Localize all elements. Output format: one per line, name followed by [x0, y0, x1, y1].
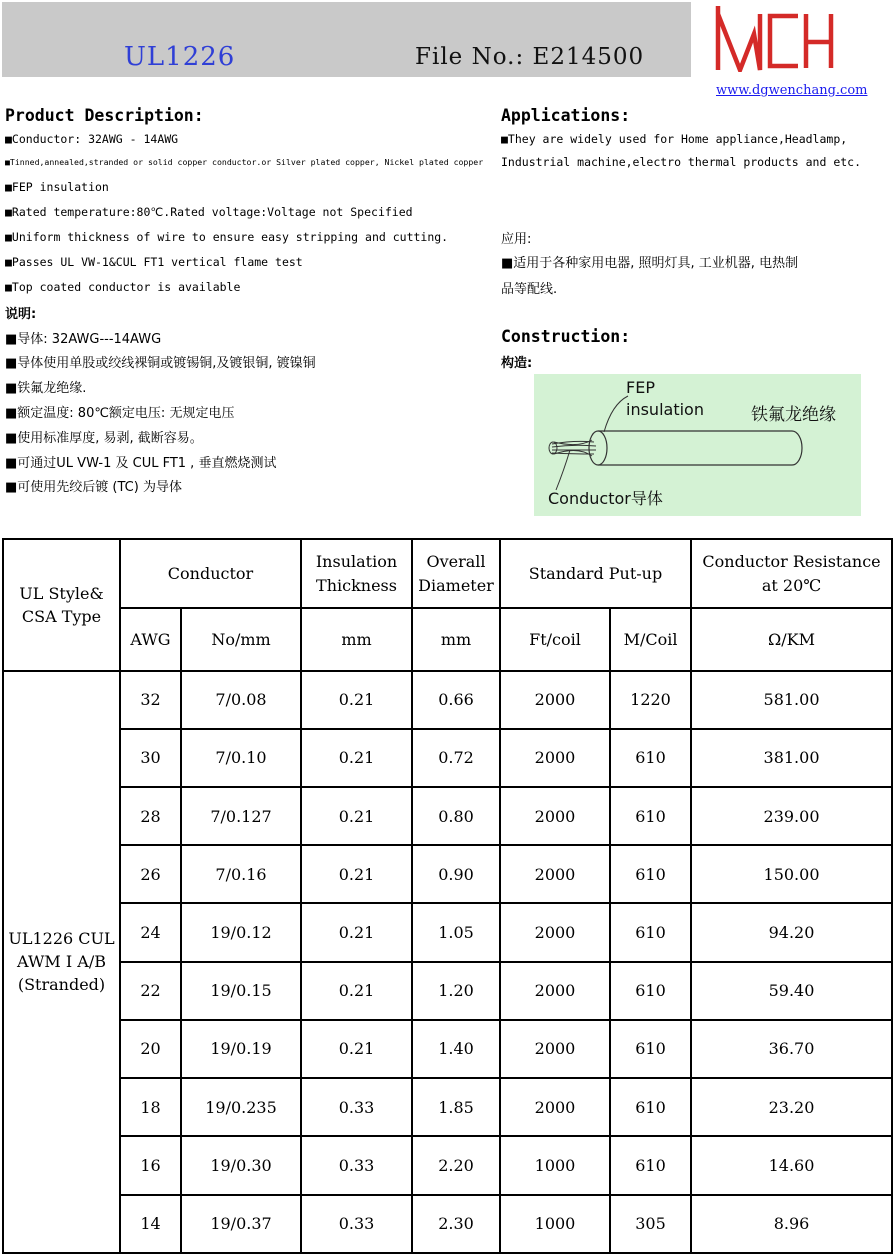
- header-insulation-thickness: Insulation Thickness: [301, 539, 412, 608]
- file-number: File No.: E214500: [415, 44, 645, 70]
- applications-title: Applications:: [501, 106, 631, 125]
- unit-no-mm: No/mm: [181, 608, 301, 670]
- table-row: [3, 787, 892, 845]
- desc-cn-line: ■可通过UL VW-1 及 CUL FT1 , 垂直燃烧测试: [5, 456, 277, 471]
- cell-insulation: 0.33: [301, 1136, 412, 1194]
- construction-diagram: [534, 374, 861, 516]
- header-conductor-resistance: Conductor Resistance at 20℃: [691, 539, 892, 608]
- desc-line-conductor: ■Conductor: 32AWG - 14AWG: [5, 132, 179, 146]
- table-row: [3, 962, 892, 1020]
- table-row: [3, 1078, 892, 1136]
- cell-insulation: 0.21: [301, 1020, 412, 1078]
- desc-cn-line: ■可使用先绞后镀 (TC) 为导体: [5, 480, 182, 495]
- cell-awg: 22: [120, 962, 181, 1020]
- cell-awg: 16: [120, 1136, 181, 1194]
- table-row: [3, 1136, 892, 1194]
- applications-cn-line: ■适用于各种家用电器, 照明灯具, 工业机器, 电热制: [501, 256, 799, 271]
- desc-line-fep: ■FEP insulation: [5, 180, 109, 194]
- applications-cn-title: 应用:: [501, 232, 532, 247]
- conductor-label: Conductor导体: [548, 489, 663, 508]
- cell-no-mm: 19/0.30: [181, 1136, 301, 1194]
- cell-awg: 30: [120, 729, 181, 787]
- cell-awg: 20: [120, 1020, 181, 1078]
- table-row: [3, 1195, 892, 1253]
- table-row: [3, 729, 892, 787]
- cell-ft-coil: 2000: [500, 787, 610, 845]
- cell-m-coil: 610: [610, 1078, 691, 1136]
- cell-m-coil: 610: [610, 962, 691, 1020]
- cell-m-coil: 1220: [610, 671, 691, 729]
- cell-insulation: 0.33: [301, 1078, 412, 1136]
- cell-awg: 24: [120, 903, 181, 961]
- cell-ft-coil: 2000: [500, 845, 610, 903]
- cell-overall: 0.90: [412, 845, 500, 903]
- insulation-cn-label: 铁氟龙绝缘: [751, 405, 836, 425]
- cell-resistance: 94.20: [691, 903, 892, 961]
- fep-label: FEP: [626, 378, 655, 397]
- header-standard-putup: Standard Put-up: [500, 539, 691, 608]
- unit-ft-coil: Ft/coil: [500, 608, 610, 670]
- cell-m-coil: 610: [610, 787, 691, 845]
- cell-ft-coil: 1000: [500, 1195, 610, 1253]
- desc-line-uniform: ■Uniform thickness of wire to ensure easy stripping and cutting.: [5, 230, 449, 244]
- cell-ft-coil: 2000: [500, 729, 610, 787]
- cell-no-mm: 7/0.16: [181, 845, 301, 903]
- insulation-label: insulation: [626, 400, 704, 419]
- cell-awg: 28: [120, 787, 181, 845]
- cell-no-mm: 19/0.235: [181, 1078, 301, 1136]
- desc-line-topcoat: ■Top coated conductor is available: [5, 280, 241, 294]
- cell-overall: 0.72: [412, 729, 500, 787]
- applications-cn-line: 品等配线.: [501, 282, 558, 297]
- table-row: [3, 903, 892, 961]
- unit-m-coil: M/Coil: [610, 608, 691, 670]
- table-row: [3, 845, 892, 903]
- cell-insulation: 0.21: [301, 671, 412, 729]
- unit-insulation-mm: mm: [301, 608, 412, 670]
- cell-awg: 32: [120, 671, 181, 729]
- desc-line-copper: ■Tinned,annealed,stranded or solid copper conductor.or Silver plated copper, Nickel plated copper: [5, 157, 484, 167]
- header-overall-diameter: Overall Diameter: [412, 539, 500, 608]
- cell-resistance: 23.20: [691, 1078, 892, 1136]
- cell-ft-coil: 2000: [500, 1020, 610, 1078]
- desc-cn-line: ■使用标准厚度, 易剥, 截断容易。: [5, 431, 203, 446]
- cell-resistance: 150.00: [691, 845, 892, 903]
- description-cn-title: 说明:: [5, 307, 37, 322]
- wch-logo: [714, 4, 836, 72]
- cell-ft-coil: 1000: [500, 1136, 610, 1194]
- desc-cn-line: ■导体使用单股或绞线裸铜或镀锡铜,及镀银铜, 镀镍铜: [5, 356, 316, 371]
- cell-ft-coil: 2000: [500, 962, 610, 1020]
- cell-m-coil: 610: [610, 1136, 691, 1194]
- cell-m-coil: 610: [610, 1020, 691, 1078]
- cell-resistance: 581.00: [691, 671, 892, 729]
- cell-awg: 18: [120, 1078, 181, 1136]
- model-title: UL1226: [124, 42, 236, 72]
- unit-overall-mm: mm: [412, 608, 500, 670]
- cell-resistance: 14.60: [691, 1136, 892, 1194]
- cell-ft-coil: 2000: [500, 903, 610, 961]
- desc-cn-line: ■铁氟龙绝缘.: [5, 381, 87, 396]
- cell-overall: 2.20: [412, 1136, 500, 1194]
- cell-no-mm: 7/0.127: [181, 787, 301, 845]
- cell-overall: 1.05: [412, 903, 500, 961]
- cell-overall: 1.40: [412, 1020, 500, 1078]
- cell-no-mm: 7/0.10: [181, 729, 301, 787]
- cell-overall: 1.85: [412, 1078, 500, 1136]
- cell-insulation: 0.21: [301, 962, 412, 1020]
- cell-awg: 14: [120, 1195, 181, 1253]
- cell-resistance: 59.40: [691, 962, 892, 1020]
- cell-m-coil: 610: [610, 903, 691, 961]
- cell-insulation: 0.21: [301, 787, 412, 845]
- cell-resistance: 36.70: [691, 1020, 892, 1078]
- applications-line: ■They are widely used for Home appliance,Headlamp,: [501, 132, 848, 146]
- cell-insulation: 0.21: [301, 845, 412, 903]
- cell-resistance: 381.00: [691, 729, 892, 787]
- header-ul-style: UL Style& CSA Type: [3, 539, 120, 671]
- cell-no-mm: 19/0.15: [181, 962, 301, 1020]
- cell-no-mm: 7/0.08: [181, 671, 301, 729]
- unit-ohm-km: Ω/KM: [691, 608, 892, 670]
- spec-table: [2, 538, 893, 1254]
- desc-line-flame: ■Passes UL VW-1&CUL FT1 vertical flame test: [5, 255, 303, 269]
- cell-insulation: 0.33: [301, 1195, 412, 1253]
- cell-m-coil: 305: [610, 1195, 691, 1253]
- desc-line-rating: ■Rated temperature:80℃.Rated voltage:Voltage not Specified: [5, 205, 413, 219]
- table-row: [3, 1020, 892, 1078]
- cell-m-coil: 610: [610, 729, 691, 787]
- construction-title: Construction:: [501, 327, 631, 346]
- applications-line: Industrial machine,electro thermal products and etc.: [501, 155, 862, 169]
- cell-overall: 2.30: [412, 1195, 500, 1253]
- style-type-cell: UL1226 CUL AWM I A/B (Stranded): [3, 671, 120, 1253]
- cell-awg: 26: [120, 845, 181, 903]
- desc-cn-line: ■导体: 32AWG---14AWG: [5, 332, 162, 347]
- header-conductor: Conductor: [120, 539, 301, 608]
- cell-overall: 0.66: [412, 671, 500, 729]
- cell-no-mm: 19/0.37: [181, 1195, 301, 1253]
- cell-resistance: 239.00: [691, 787, 892, 845]
- unit-awg: AWG: [120, 608, 181, 670]
- cell-no-mm: 19/0.19: [181, 1020, 301, 1078]
- product-description-title: Product Description:: [5, 106, 204, 125]
- cell-overall: 0.80: [412, 787, 500, 845]
- cell-ft-coil: 2000: [500, 671, 610, 729]
- cell-m-coil: 610: [610, 845, 691, 903]
- cell-overall: 1.20: [412, 962, 500, 1020]
- cell-no-mm: 19/0.12: [181, 903, 301, 961]
- cell-resistance: 8.96: [691, 1195, 892, 1253]
- cell-ft-coil: 2000: [500, 1078, 610, 1136]
- desc-cn-line: ■额定温度: 80℃额定电压: 无规定电压: [5, 406, 235, 421]
- cell-insulation: 0.21: [301, 729, 412, 787]
- cell-insulation: 0.21: [301, 903, 412, 961]
- construction-cn-title: 构造:: [501, 356, 533, 371]
- website-link[interactable]: www.dgwenchang.com: [716, 83, 868, 98]
- table-row: [3, 671, 892, 729]
